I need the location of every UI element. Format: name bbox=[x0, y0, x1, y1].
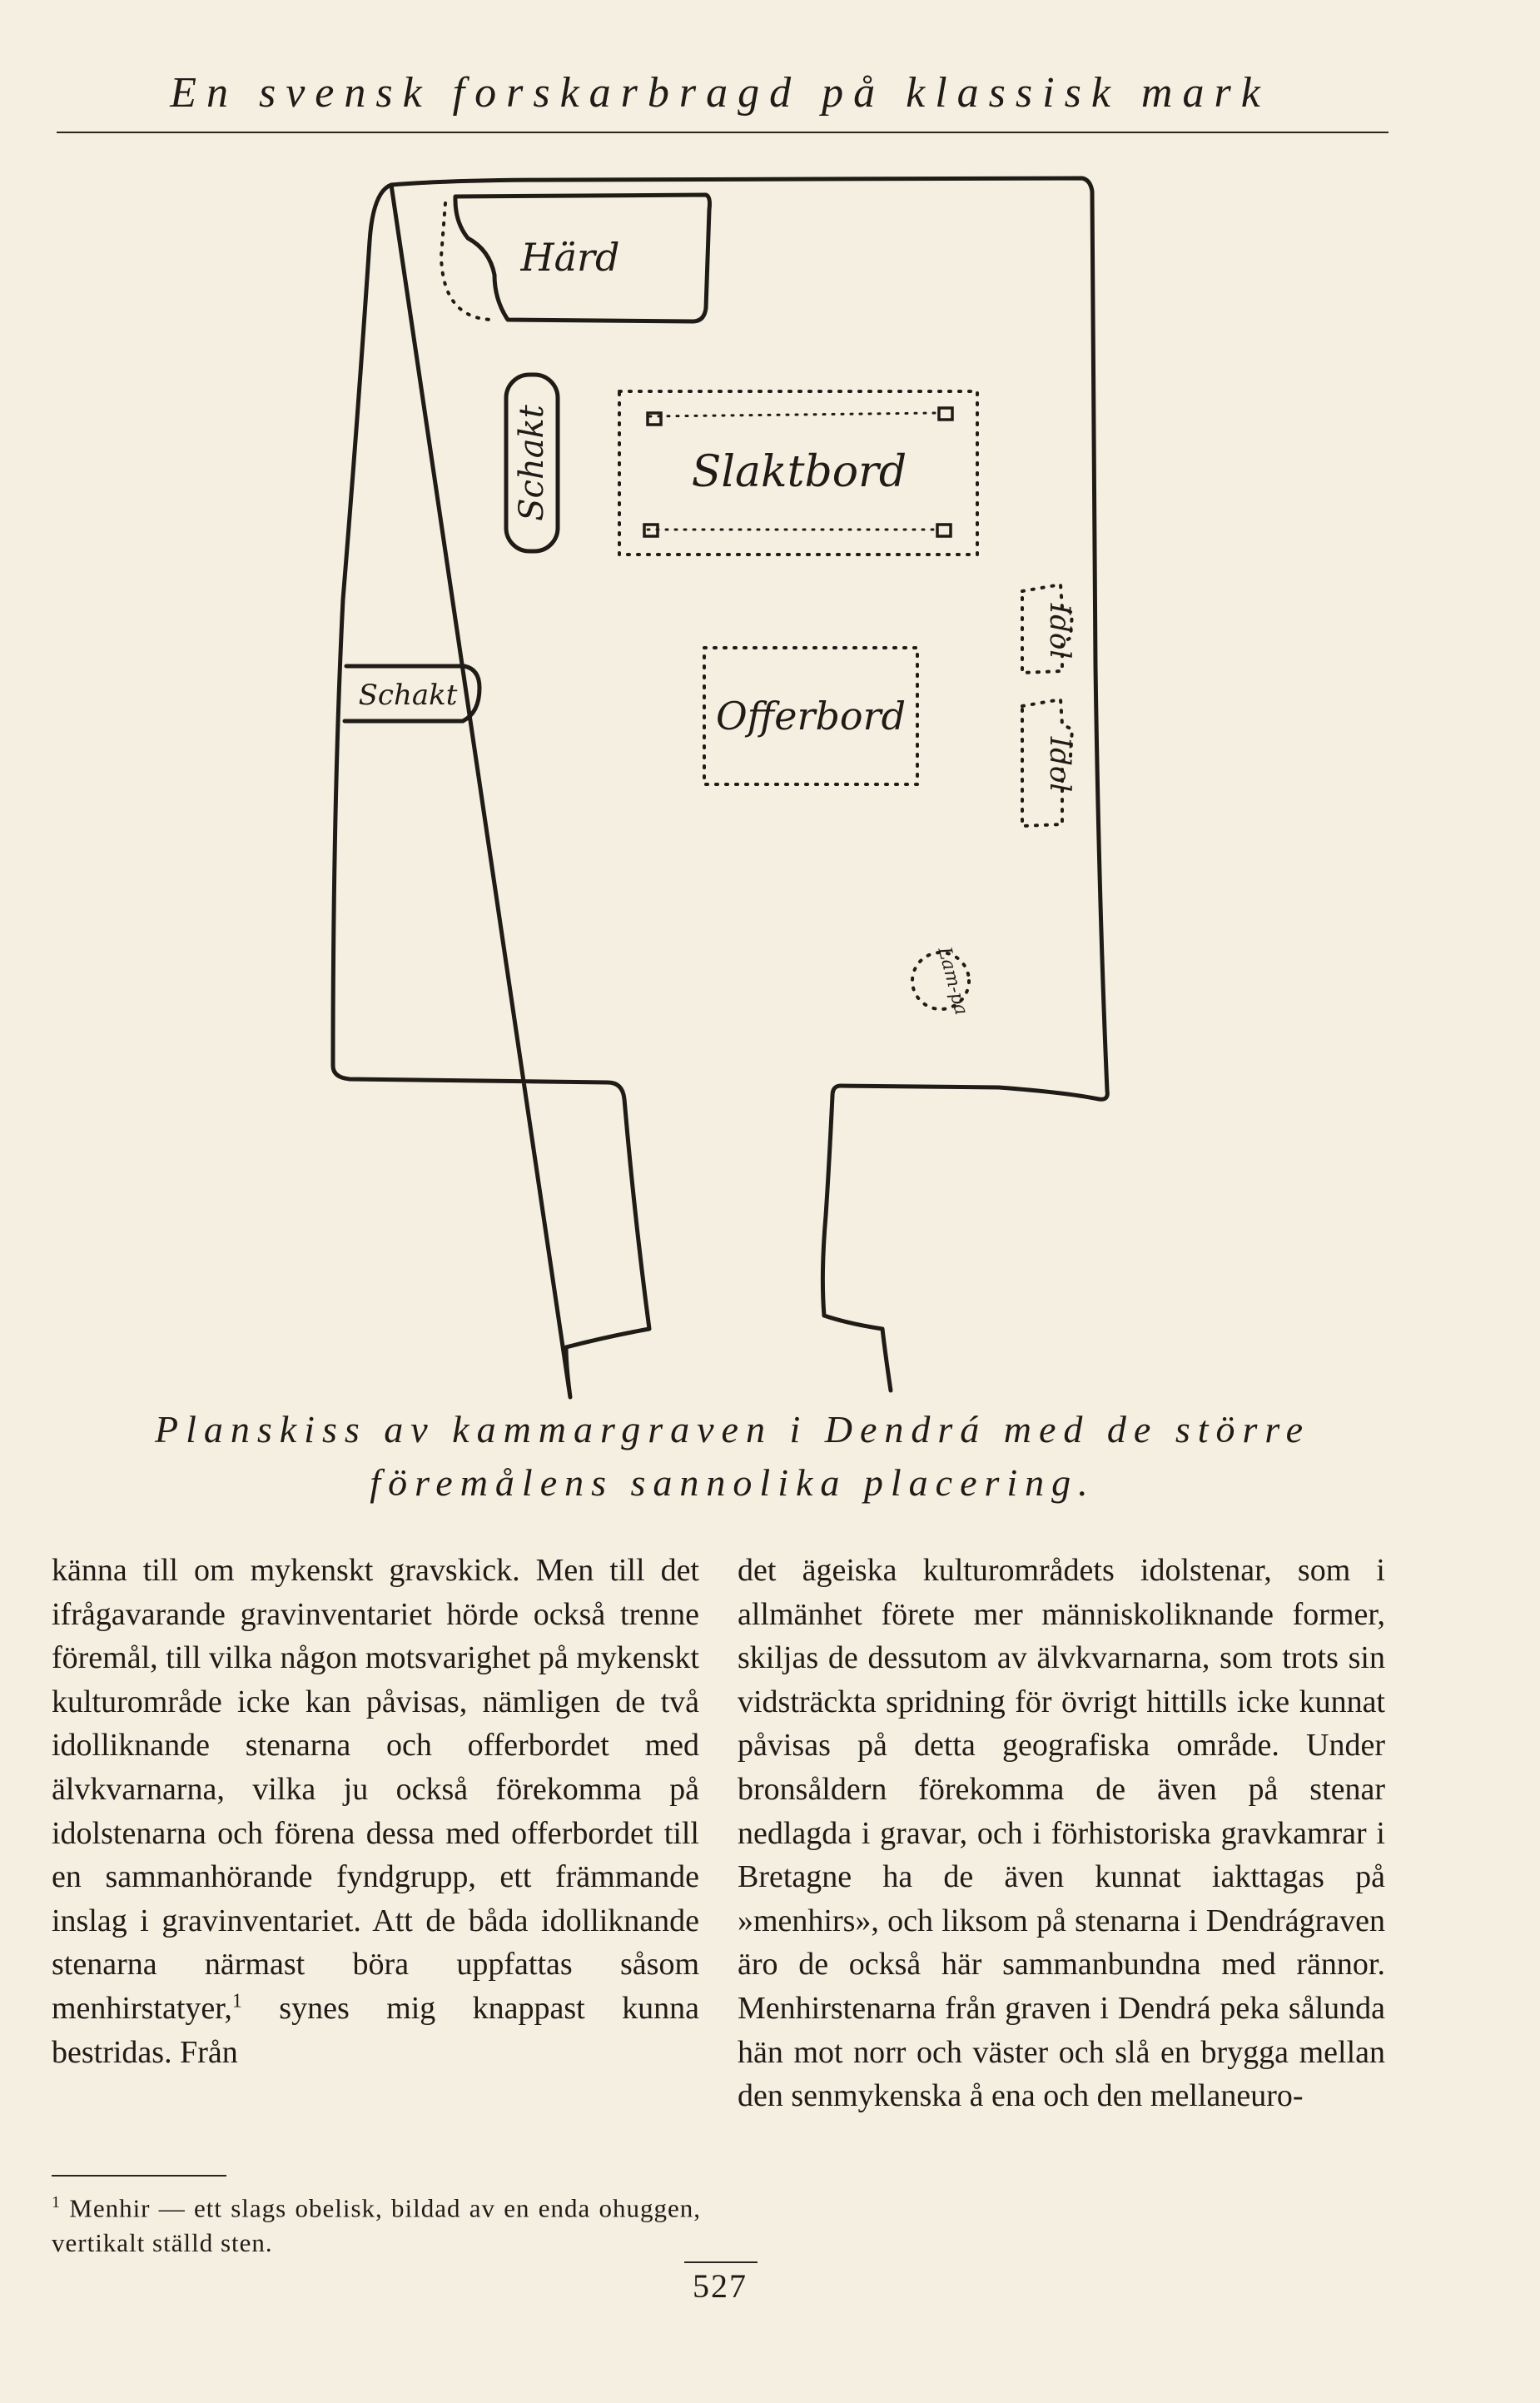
chamber-outline bbox=[333, 178, 1107, 1397]
slaktbord-leg-icon bbox=[937, 525, 951, 536]
label-lampa: Lam-pa bbox=[933, 944, 972, 1017]
header-rule bbox=[57, 132, 1388, 133]
label-idol-1: Idol bbox=[1043, 603, 1076, 659]
left-paragraph bbox=[52, 1549, 699, 2074]
right-text-column bbox=[738, 1549, 1385, 2118]
footnote-text: Menhir — ett slags obelisk, bildad av en enda ohuggen, vertikalt ställd sten. bbox=[52, 2193, 702, 2258]
caption-line-2: föremålens sannolika placering. bbox=[370, 1461, 1095, 1504]
footnote-mark: 1 bbox=[52, 2193, 61, 2211]
right-paragraph: det ägeiska kulturområdets idolstenar, som i allmänhet förete mer människoliknande former, skiljas de dessutom av älvkvarnarna, som trots sin vidsträckta spridning för övrigt hittills icke kunnat påvisas på detta geografiska område. Under bronsåldern förekomma de även på stenar nedlagda i gravar, och i förhistoriska gravkamrar i Bretagne ha de även kunnat iakttagas på »menhirs», och liksom på stenarna i Dendrágraven äro de också här sammanbundna med rännor. Menhirstenarna från graven i Dendrá peka sålunda hän mot norr och väster och slå en brygga mellan den senmykenska å ena och den mellaneuro- bbox=[738, 1553, 1385, 2114]
label-idol-2: Idol bbox=[1043, 736, 1076, 793]
label-slaktbord: Slaktbord bbox=[691, 447, 907, 497]
footnote-rule bbox=[52, 2175, 226, 2177]
running-head: En svensk forskarbragd på klassisk mark bbox=[170, 69, 1270, 117]
label-offerbord: Offerbord bbox=[715, 694, 907, 739]
slaktbord-leg-icon bbox=[648, 413, 661, 425]
left-text-part-2: synes mig knappast kunna bestridas. Från bbox=[52, 1990, 699, 2070]
left-text-part-1: känna till om mykenskt gravskick. Men till det ifrågavarande gravinventariet hörde också trenne föremål, till vilka någon motsvarighet på mykenskt kulturområde icke kan påvisas, nämligen de två idolliknande stenarna och offerbordet med älvkvarnarna, vilka ju också förekomma på idolstenarna och förena dessa med offerbordet till en sammanhörande fyndgrupp, ett främmande inslag i gravinventariet. Att de båda idolliknande stenarna närmast böra uppfattas såsom menhirstatyer, bbox=[52, 1553, 699, 2026]
slaktbord-leg-icon bbox=[644, 525, 658, 536]
tomb-plan-drawing bbox=[316, 167, 1132, 1407]
footnote-reference: 1 bbox=[231, 1990, 242, 2012]
figure-caption bbox=[75, 1403, 1390, 1510]
label-schakt-top: Schakt bbox=[513, 405, 551, 521]
footnote bbox=[52, 2185, 701, 2261]
page-number-rule bbox=[684, 2261, 758, 2263]
caption-line-1: Planskiss av kammargraven i Dendrá med de större bbox=[154, 1408, 1311, 1450]
hard-dotted-edge bbox=[441, 203, 494, 320]
left-text-column bbox=[52, 1549, 699, 2074]
page-number: 527 bbox=[693, 2267, 748, 2305]
slaktbord-leg-icon bbox=[939, 408, 952, 420]
label-schakt-left: Schakt bbox=[358, 679, 458, 712]
label-hard: Härd bbox=[520, 235, 620, 280]
